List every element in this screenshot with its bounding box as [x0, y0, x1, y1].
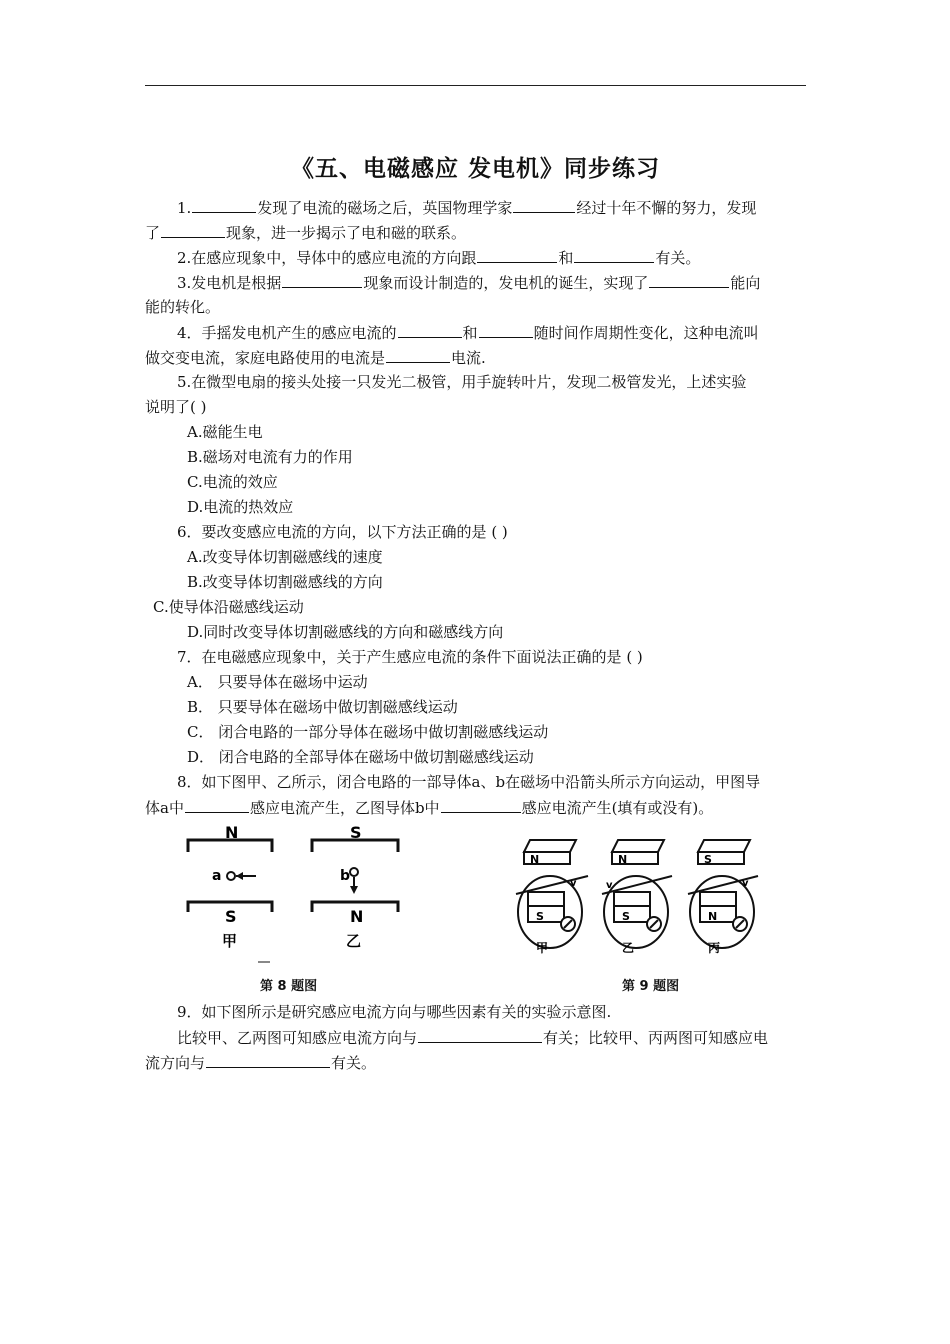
- fig9-velocity-yi: v: [606, 880, 613, 891]
- fig8-pole-top-right: S: [350, 823, 362, 842]
- q1-blank-2[interactable]: [513, 197, 575, 213]
- q4-blank-2[interactable]: [479, 322, 533, 338]
- q9-stem: 9．如下图所示是研究感应电流方向与哪些因素有关的实验示意图.: [177, 1003, 612, 1021]
- q6-option-a[interactable]: A.改变导体切割磁感线的速度: [187, 548, 383, 566]
- q7-option-c[interactable]: C． 闭合电路的一部分导体在磁场中做切割磁感线运动: [187, 723, 549, 741]
- fig9-magnet-bing: S: [704, 853, 712, 866]
- q3-text-3: 能向: [730, 274, 761, 292]
- q4-line2: [145, 347, 486, 368]
- q7-stem: 7．在电磁感应现象中，关于产生感应电流的条件下面说法正确的是 ( ): [177, 648, 643, 666]
- q4-text-3: 随时间作周期性变化，这种电流叫: [533, 324, 759, 342]
- figure-9: [510, 830, 770, 960]
- q4-text-1: 4．手摇发电机产生的感应电流的: [177, 324, 397, 342]
- fig9-label-bing: 丙: [708, 941, 721, 955]
- fig9-pole-jia: S: [536, 910, 544, 923]
- fig9-magnet-yi: N: [618, 853, 628, 866]
- figure-8: [180, 822, 410, 970]
- q8-stem-2: [145, 797, 713, 818]
- q1-text-2: 经过十年不懈的努力，发现: [576, 199, 757, 217]
- fig8-label-yi: 乙: [346, 932, 362, 950]
- q2-blank-1[interactable]: [477, 247, 557, 263]
- fig9-panel-jia: [516, 840, 588, 955]
- q4-text-4: 做交变电流，家庭电路使用的电流是: [145, 349, 386, 367]
- q8-text-1: 体a中: [145, 799, 184, 817]
- q9-text-3: 流方向与: [145, 1054, 206, 1072]
- q3-text-2: 现象而设计制造的，发电机的诞生，实现了: [363, 274, 649, 292]
- fig9-caption: 第 9 题图: [622, 979, 680, 994]
- fig9-label-jia: 甲: [536, 941, 549, 955]
- fig8-pole-top-left: N: [225, 823, 239, 842]
- q1-blank-3[interactable]: [161, 222, 225, 238]
- fig9-panel-bing: [688, 840, 758, 955]
- q6-option-b[interactable]: B.改变导体切割磁感线的方向: [187, 573, 383, 591]
- q2-text-1: 2.在感应现象中，导体中的感应电流的方向跟: [177, 249, 477, 267]
- q6-stem: 6．要改变感应电流的方向，以下方法正确的是 ( ): [177, 523, 508, 541]
- fig9-velocity-bing: v: [742, 878, 749, 889]
- q2-text-2: 和: [558, 249, 574, 267]
- q5-option-d[interactable]: D.电流的热效应: [187, 498, 294, 516]
- fig8-conductor-a: [227, 872, 235, 880]
- q5-option-c[interactable]: C.电流的效应: [187, 473, 278, 491]
- q1-line2: [145, 222, 466, 243]
- fig8-caption: 第 8 题图: [260, 979, 318, 994]
- q8-blank-2[interactable]: [441, 797, 521, 813]
- q1-text-4: 现象，进一步揭示了电和磁的联系。: [226, 224, 467, 242]
- q8-text-3: 感应电流产生(填有或没有)。: [521, 799, 714, 817]
- fig8-pole-bottom-left: S: [225, 907, 237, 926]
- q3-blank-2[interactable]: [649, 272, 729, 288]
- q5-option-b[interactable]: B.磁场对电流有力的作用: [187, 448, 353, 466]
- q1-number: 1.: [177, 199, 192, 217]
- q8-blank-1[interactable]: [185, 797, 249, 813]
- fig8-conductor-b-label: b: [340, 868, 351, 884]
- fig9-label-yi: 乙: [622, 941, 635, 955]
- q5-option-a[interactable]: A.磁能生电: [187, 423, 263, 441]
- q4-blank-3[interactable]: [386, 347, 450, 363]
- q8-stem-1: 8．如下图甲、乙所示，闭合电路的一部导体a、b在磁场中沿箭头所示方向运动，甲图导: [177, 773, 761, 791]
- q9-line1: [177, 1027, 768, 1048]
- fig8-arrowhead-b: [350, 886, 358, 894]
- q9-blank-2[interactable]: [206, 1052, 330, 1068]
- q6-option-c[interactable]: C.使导体沿磁感线运动: [153, 598, 304, 616]
- q3-blank-1[interactable]: [282, 272, 362, 288]
- q9-text-1: 比较甲、乙两图可知感应电流方向与: [177, 1029, 418, 1047]
- q5-stem-1: 5.在微型电扇的接头处接一只发光二极管，用手旋转叶片，发现二极管发光，上述实验: [177, 373, 747, 391]
- fig8-label-jia: 甲: [222, 932, 238, 950]
- fig9-magnet-jia: N: [530, 853, 540, 866]
- q1-text-1: 发现了电流的磁场之后，英国物理学家: [257, 199, 513, 217]
- q2-blank-2[interactable]: [574, 247, 654, 263]
- q3-text-1: 3.发电机是根据: [177, 274, 282, 292]
- q1-text-3: 了: [145, 224, 161, 242]
- q1-line1: [177, 197, 756, 218]
- q4-text-2: 和: [462, 324, 478, 342]
- q8-text-2: 感应电流产生，乙图导体b中: [249, 799, 440, 817]
- page-title: 《五、电磁感应 发电机》同步练习: [290, 156, 660, 182]
- q1-blank-1[interactable]: [192, 197, 256, 213]
- fig8-conductor-b: [350, 868, 358, 876]
- q6-option-d[interactable]: D.同时改变导体切割磁感线的方向和磁感线方向: [187, 623, 504, 641]
- q9-line2: [145, 1052, 376, 1073]
- q3-line2: 能的转化。: [145, 298, 221, 316]
- fig9-pole-bing: N: [708, 910, 718, 923]
- q7-option-a[interactable]: A． 只要导体在磁场中运动: [187, 673, 368, 691]
- fig8-conductor-a-label: a: [212, 868, 222, 884]
- q4-blank-1[interactable]: [398, 322, 462, 338]
- q4-text-5: 电流.: [451, 349, 486, 367]
- q5-stem-2: 说明了( ): [145, 398, 207, 416]
- q3-line1: [177, 272, 760, 293]
- fig9-velocity-jia: v: [570, 878, 577, 889]
- q7-option-d[interactable]: D． 闭合电路的全部导体在磁场中做切割磁感线运动: [187, 748, 534, 766]
- fig9-panel-yi: [602, 840, 672, 955]
- q9-text-4: 有关。: [331, 1054, 377, 1072]
- q9-blank-1[interactable]: [418, 1027, 542, 1043]
- header-rule: [145, 85, 806, 86]
- fig8-arrowhead-a: [236, 872, 243, 880]
- fig9-pole-yi: S: [622, 910, 630, 923]
- fig8-pole-bottom-right: N: [350, 907, 364, 926]
- q2-line: [177, 247, 700, 268]
- q7-option-b[interactable]: B． 只要导体在磁场中做切割磁感线运动: [187, 698, 458, 716]
- q4-line1: [177, 322, 759, 343]
- q9-text-2: 有关；比较甲、丙两图可知感应电: [543, 1029, 769, 1047]
- q2-text-3: 有关。: [655, 249, 701, 267]
